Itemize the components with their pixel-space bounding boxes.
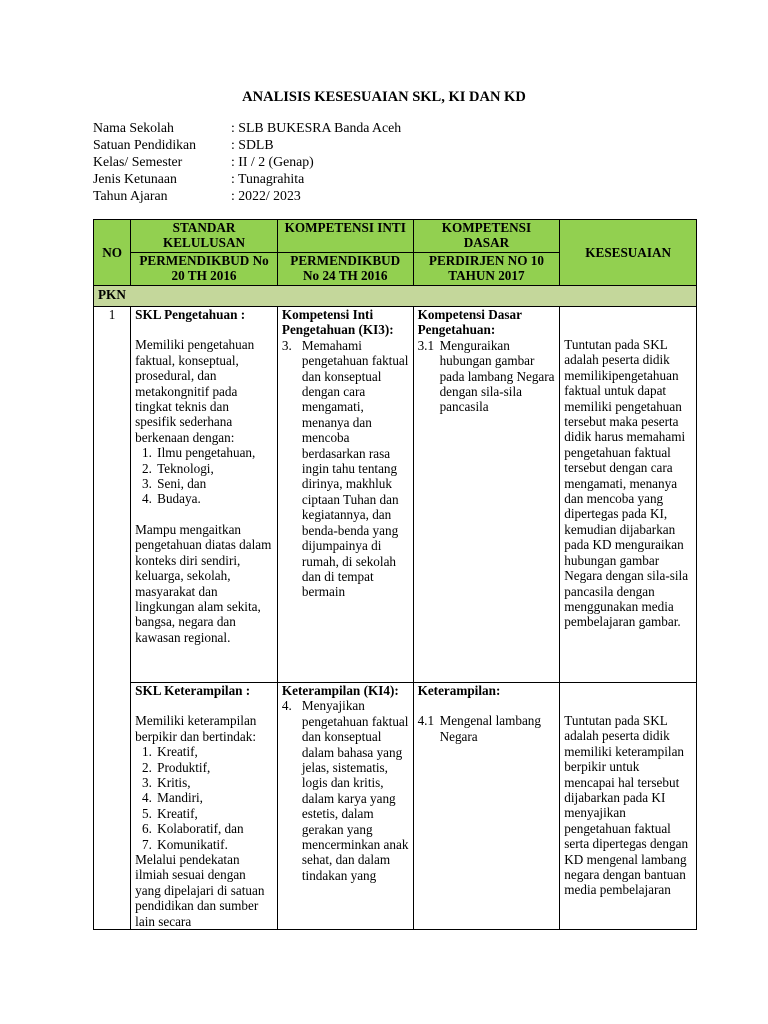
school-identity [93, 119, 401, 204]
subject-row [94, 286, 697, 307]
header-row-top [94, 220, 697, 253]
subject-label: PKN [94, 286, 697, 307]
identity-label: Satuan Pendidikan [93, 137, 197, 152]
skl-skill-intro: Memiliki keterampilan berpikir dan bertindak: [135, 713, 257, 744]
identity-label: Jenis Ketunaan [93, 171, 177, 186]
kd-knowledge-number: 3.1 [417, 337, 435, 353]
kd-skill-number: 4.1 [417, 713, 435, 729]
kd-knowledge-title: Kompetensi Dasar Pengetahuan: [417, 307, 522, 338]
list-item: 3. Kritis, [155, 775, 273, 790]
header-no: NO [94, 220, 131, 286]
kd-knowledge-item [418, 338, 556, 415]
list-item: 1. Kreatif, [155, 744, 273, 759]
skl-skill-list [135, 744, 273, 852]
identity-value: : SDLB [231, 137, 274, 152]
ki-knowledge-cell [277, 307, 413, 683]
kd-skill-title: Keterampilan: [417, 683, 501, 698]
header-kd: KOMPETENSI DASAR [413, 220, 560, 253]
identity-label: Kelas/ Semester [93, 154, 183, 169]
identity-row-year [93, 187, 401, 204]
table-row [94, 307, 697, 683]
list-item: 2. Teknologi, [155, 461, 273, 476]
identity-row-school [93, 119, 401, 136]
list-item: 2. Produktif, [155, 760, 273, 775]
list-item: 7. Komunikatif. [155, 837, 273, 852]
table-row [94, 683, 697, 930]
skl-knowledge-outro: Mampu mengaitkan pengetahuan diatas dalam konteks diri sendiri, keluarga, sekolah, masyarakat dan lingkungan alam sekita, bangsa, negara dan kawasan regional. [135, 521, 272, 645]
identity-value: : 2022/ 2023 [231, 188, 301, 203]
skl-skill-outro: Melalui pendekatan ilmiah sesuai dengan yang dipelajari di satuan pendidikan dan sumber lain secara [135, 852, 265, 929]
skl-knowledge-cell [131, 307, 278, 683]
identity-value: : Tunagrahita [231, 171, 305, 186]
kesesuaian-knowledge-text: Tuntutan pada SKL adalah peserta didik memilikipengetahuan faktual untuk dapat memiliki pengetahuan tersebut maka peserta didik harus memahami pengetahuan faktual tersebut dengan cara mengamati, menanya dan mencoba yang dipertegas pada KI, kemudian dijabarkan pada KD menguraikan hubungan gambar Negara dengan sila-sila pancasila dengan menggunakan media pembelajaran gambar. [564, 337, 689, 630]
list-item: 6. Kolaboratif, dan [155, 821, 273, 836]
identity-value: : SLB BUKESRA Banda Aceh [231, 120, 402, 135]
identity-row-unit [93, 136, 401, 153]
skl-knowledge-intro: Memiliki pengetahuan faktual, konseptual, prosedural, dan metakongnitif pada tingkat teknis dan spesifik sederhana berkenaan dengan: [135, 337, 255, 445]
kd-knowledge-cell [413, 307, 560, 683]
skl-skill-cell [131, 683, 278, 930]
ki-skill-title: Keterampilan (KI4): [281, 683, 399, 698]
skl-skill-title: SKL Keterampilan : [135, 683, 251, 698]
ki-skill-item [282, 698, 409, 883]
header-skl-source: PERMENDIKBUD No 20 TH 2016 [131, 253, 278, 286]
identity-label: Nama Sekolah [93, 120, 174, 135]
identity-label: Tahun Ajaran [93, 188, 168, 203]
skl-knowledge-title: SKL Pengetahuan : [135, 307, 246, 322]
ki-skill-number: 4. [281, 698, 292, 714]
header-kesesuaian: KESESUAIAN [560, 220, 697, 286]
header-skl: STANDAR KELULUSAN [131, 220, 278, 253]
list-item: 4. Budaya. [155, 491, 273, 506]
kesesuaian-skill-text: Tuntutan pada SKL adalah peserta didik memiliki keterampilan berpikir untuk mencapai hal tersebut dijabarkan pada KI menyajikan pengetahuan faktual serta dipertegas dengan KD mengenal lambang negara dengan bantuan media pembelajaran [564, 713, 689, 898]
ki-knowledge-title: Kompetensi Inti Pengetahuan (KI3): [281, 307, 394, 338]
kesesuaian-skill-cell [560, 683, 697, 930]
header-kd-source: PERDIRJEN NO 10 TAHUN 2017 [413, 253, 560, 286]
list-item: 4. Mandiri, [155, 790, 273, 805]
analysis-table [93, 219, 697, 930]
kesesuaian-knowledge-cell [560, 307, 697, 683]
ki-knowledge-text: Memahami pengetahuan faktual dan konseptual dengan cara mengamati, menanya dan mencoba berdasarkan rasa ingin tahu tentang dirinya, makhluk ciptaan Tuhan dan kegiatannya, dan benda-benda yang dijumpainya di rumah, di sekolah dan di tempat bermain [301, 337, 409, 600]
identity-value: : II / 2 (Genap) [231, 154, 314, 169]
ki-skill-text: Menyajikan pengetahuan faktual dan konseptual dalam bahasa yang jelas, sistematis, logis dan kritis, dalam karya yang estetis, dalam gerakan yang mencerminkan anak sehat, dan dalam tindakan yang [301, 698, 409, 883]
skl-knowledge-list [135, 445, 273, 507]
document-title: ANALISIS KESESUAIAN SKL, KI DAN KD [242, 89, 526, 105]
list-item: 3. Seni, dan [155, 476, 273, 491]
ki-skill-cell [277, 683, 413, 930]
identity-row-class [93, 153, 401, 170]
kd-skill-item [418, 713, 556, 744]
kd-skill-text: Mengenal lambang Negara [439, 713, 541, 744]
identity-row-disability [93, 170, 401, 187]
row-number: 1 [94, 307, 131, 930]
ki-knowledge-number: 3. [281, 337, 292, 353]
list-item: 1. Ilmu pengetahuan, [155, 445, 273, 460]
list-item: 5. Kreatif, [155, 806, 273, 821]
header-ki: KOMPETENSI INTI [277, 220, 413, 253]
kd-knowledge-text: Menguraikan hubungan gambar pada lambang Negara dengan sila-sila pancasila [439, 337, 555, 415]
kd-skill-cell [413, 683, 560, 930]
header-ki-source: PERMENDIKBUD No 24 TH 2016 [277, 253, 413, 286]
ki-knowledge-item [282, 338, 409, 600]
